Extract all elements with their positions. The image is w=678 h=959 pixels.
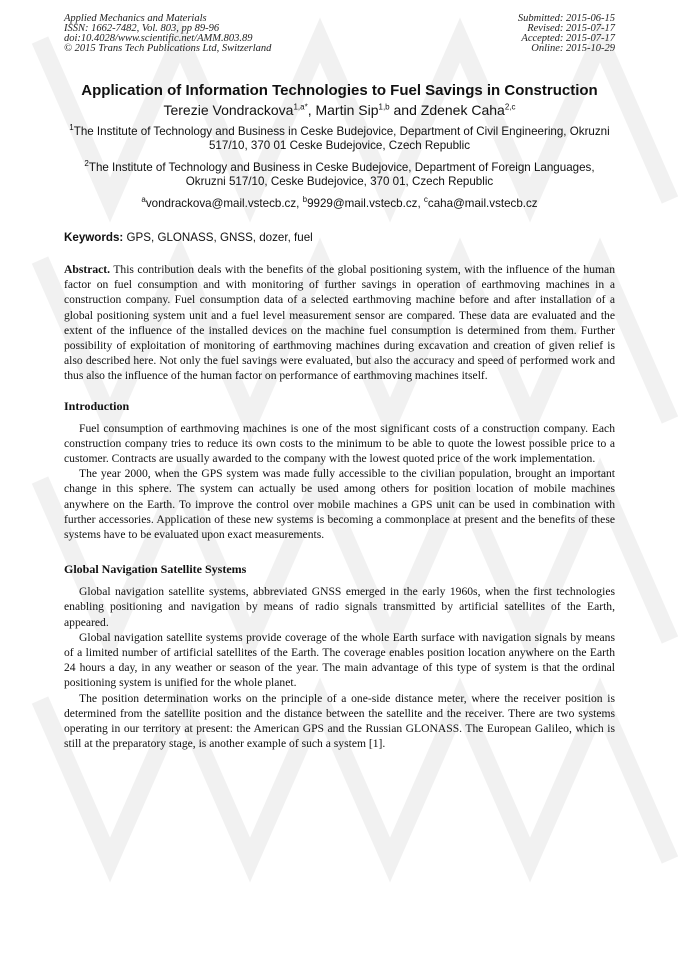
journal-header	[64, 14, 615, 64]
author-emails: $^a$vondrackova@mail.vstecb.cz, $^b$9929@mail.vstecb.cz, $^c$caha@mail.vstecb.cz	[141, 195, 538, 210]
author-name: Zdenek Caha	[420, 102, 505, 118]
keywords	[64, 231, 615, 245]
publication-dates	[518, 14, 615, 54]
email-link[interactable]: caha@mail.vstecb.cz	[427, 197, 538, 210]
affiliation-text: The Institute of Technology and Business in Ceske Budejovice, Department of Civil Engineering, Okruzni 517/10, 370 01 Ceske Budejovice, Czech Republic	[73, 125, 610, 152]
date-online: Online: 2015-10-29	[531, 43, 615, 54]
journal-issn: ISSN: 1662-7482, Vol. 803, pp 89-96	[64, 23, 220, 34]
email-link[interactable]: vondrackova@mail.vstecb.cz	[145, 197, 297, 210]
section-heading: Global Navigation Satellite Systems	[64, 562, 247, 577]
email-link[interactable]: 9929@mail.vstecb.cz	[307, 197, 418, 210]
journal-doi: doi:10.4028/www.scientific.net/AMM.803.89	[64, 33, 253, 44]
date-revised: Revised: 2015-07-17	[527, 23, 615, 34]
keywords-label: Keywords:	[64, 231, 124, 244]
date-submitted: Submitted: 2015-06-15	[517, 13, 615, 24]
section-heading: Introduction	[64, 398, 130, 413]
email-mark: a	[141, 195, 146, 205]
paper-title: Application of Information Technologies to Fuel Savings in Construction	[81, 82, 598, 99]
paragraph: The position determination works on the principle of a one-side distance meter, where the receiver position is determined from the satellite position and the distance between the satellite and the receiver. There are two systems operating in our territory at present: the American GPS and the Russian GLONASS. The European Galileo, which is still at the preparatory stage, is another example of such a system [1].	[64, 691, 615, 751]
author-affiliation-mark: 1,b	[378, 102, 390, 112]
affiliation-text: The Institute of Technology and Business in Ceske Budejovice, Department of Foreign Languages, Okruzni 517/10, Ceske Budejovice, 370 01, Czech Republic	[88, 161, 595, 188]
affiliation	[64, 125, 615, 153]
abstract-text: This contribution deals with the benefits of the global positioning system, with the influence of the human factor on fuel consumption and with monitoring of further savings in operation of earthmoving machines in a construction company. Fuel consumption data of a selected earthmoving machine before and after installation of a global positioning system unit and a fuel level measurement sensor are compared. These data are evaluated and the extent of the influence of the installed devices on the machine fuel consumption is determined from them. Further possibility of exploitation of monitoring of earthmoving machines during excavation and creation of given relief is also described here. Not only the fuel savings were evaluated, but also the accuracy and speed of performed work and thus also the influence of the human factor on performance of earthmoving machines itself.	[64, 263, 615, 383]
paper-content	[64, 14, 615, 751]
journal-name: Applied Mechanics and Materials	[64, 13, 207, 24]
paragraph: Global navigation satellite systems provide coverage of the whole Earth surface with navigation signals by means of a limited number of artificial satellites of the Earth. The coverage enables position location anywhere on the Earth 24 hours a day, in any weather or season of the year. The main advantage of this type of system is that the ordinal positioning system is unified for the whole planet.	[64, 630, 615, 690]
abstract	[64, 262, 615, 384]
paragraph: Fuel consumption of earthmoving machines is one of the most significant costs of a construction company. Each construction company tries to reduce its own costs to the minimum to be able to quote the lowest possible price to a customer. Contracts are usually awarded to the company with the lowest quoted price of the work implementation.	[64, 421, 615, 466]
paragraph: Global navigation satellite systems, abbreviated GNSS emerged in the early 1960s, when the first technologies enabling positioning and navigation by means of radio signals transmitted by artificial satellites of the Earth, appeared.	[64, 585, 615, 629]
affiliation	[64, 161, 615, 189]
keywords-text: GPS, GLONASS, GNSS, dozer, fuel	[126, 231, 313, 244]
affiliation-mark: 2	[84, 159, 89, 169]
section-introduction	[64, 399, 615, 543]
email-mark: b	[302, 195, 308, 205]
author-list: Terezie Vondrackova$^{1,a*}$, Martin Sip$^{1,b}$ and Zdenek Caha$^{2,c}$	[163, 102, 516, 118]
author-affiliation-mark: 2,c	[504, 102, 516, 112]
section-gnss	[64, 562, 615, 751]
affiliation-mark: 1	[69, 123, 74, 133]
journal-info	[64, 14, 271, 54]
date-accepted: Accepted: 2015-07-17	[521, 33, 615, 44]
author-name: Terezie Vondrackova	[163, 102, 294, 118]
author-name: Martin Sip	[315, 102, 379, 118]
author-affiliation-mark: 1,a*	[293, 102, 308, 112]
abstract-label: Abstract.	[64, 263, 111, 276]
paragraph: The year 2000, when the GPS system was made fully accessible to the civilian population, brought an important change in this sphere. The system can actually be used among others for position location of mobile machines anywhere on the Earth. To improve the control over mobile machines a GPS unit can be used in combination with further accessories. Application of these new systems is becoming a commonplace at present and the benefits of these systems have to be evaluated upon exact measurements.	[64, 467, 615, 542]
email-mark: c	[423, 195, 428, 205]
journal-copyright: © 2015 Trans Tech Publications Ltd, Switzerland	[64, 43, 272, 54]
